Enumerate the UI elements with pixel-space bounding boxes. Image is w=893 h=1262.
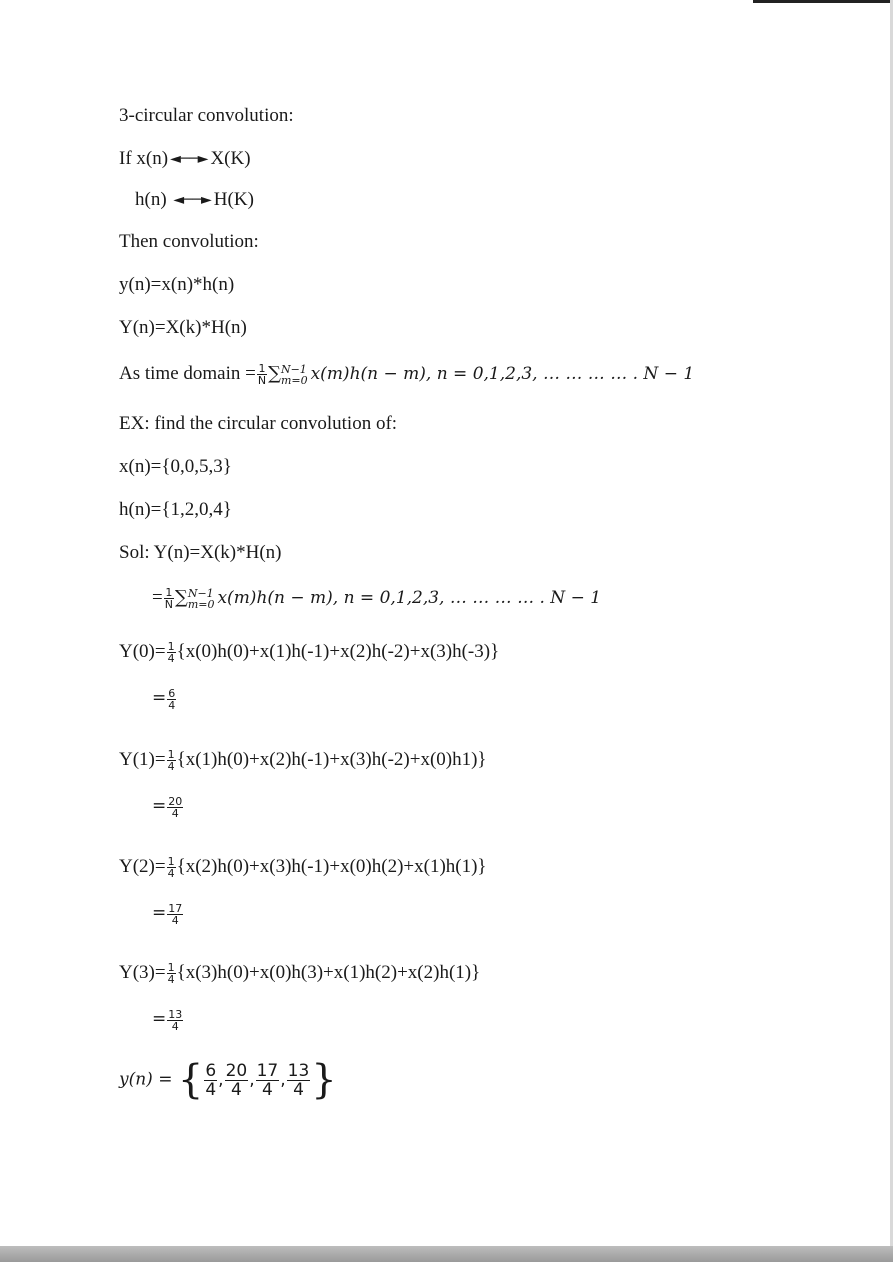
term-expr: {x(0)h(0)+x(1)h(-1)+x(2)h(-2)+x(3)h(-3)}: [176, 641, 500, 662]
transform-pair-x: [119, 147, 251, 171]
result-frac-2: $\frac{17}{4}$: [256, 1060, 279, 1100]
term-Y2: [119, 855, 487, 879]
sol-prefix: =: [152, 587, 163, 608]
time-domain-prefix: As time domain =: [119, 363, 256, 384]
double-arrow-icon: ◄──►: [170, 151, 209, 167]
result-Y2: = $\frac{17}{4}$: [152, 902, 183, 927]
scan-edge-top: [753, 0, 893, 3]
term-Y0: [119, 640, 499, 664]
result-Y3: = $\frac{13}{4}$: [152, 1008, 183, 1033]
term-expr: {x(3)h(0)+x(0)h(3)+x(1)h(2)+x(2)h(1)}: [176, 962, 481, 983]
term-expr: {x(1)h(0)+x(2)h(-1)+x(3)h(-2)+x(0)h1)}: [176, 749, 487, 770]
result-fraction: $\frac{17}{4}$: [168, 902, 183, 927]
result-lhs: y(n) =: [119, 1069, 178, 1090]
open-brace: {: [177, 1057, 204, 1103]
example-text: EX: find the circular convolution of:: [119, 413, 398, 434]
sum-limits: N−1 m=0: [187, 586, 215, 611]
result-fraction: $\frac{20}{4}$: [168, 795, 183, 820]
result-Y0: = $\frac{6}{4}$: [152, 687, 176, 712]
sigma-icon: ∑: [174, 587, 188, 608]
pair-x-right: X(K): [210, 148, 251, 169]
result-frac-0: $\frac{6}{4}$: [205, 1060, 217, 1100]
term-lhs: Y(1)=: [119, 749, 166, 770]
one-quarter: $\frac{1}{4}$: [167, 961, 175, 987]
one-quarter: $\frac{1}{4}$: [167, 748, 175, 774]
one-quarter: $\frac{1}{4}$: [167, 640, 175, 666]
final-result: y(n) = { $\frac{6}{4}$ , $\frac{20}{4}$ , $\frac{17}{4}$ , $\frac{13}{4}$ }: [119, 1057, 337, 1103]
term-lhs: Y(3)=: [119, 962, 166, 983]
term-expr: {x(2)h(0)+x(3)h(-1)+x(0)h(2)+x(1)h(1)}: [176, 856, 487, 877]
time-domain-body: x(m)h(n − m), n = 0,1,2,3, … … … … . N − 1: [310, 364, 695, 384]
sol-body: x(m)h(n − m), n = 0,1,2,3, … … … … . N − 1: [217, 588, 602, 608]
close-brace: }: [311, 1057, 337, 1103]
solution-line: Sol: Y(n)=X(k)*H(n): [119, 542, 282, 563]
then-text: Then convolution:: [119, 231, 259, 252]
pair-x-left: If x(n): [119, 148, 169, 169]
Y-definition: Y(n)=X(k)*H(n): [119, 317, 247, 338]
one-over-N: $\frac{1}{N}$: [257, 362, 267, 388]
result-Y1: = $\frac{20}{4}$: [152, 795, 183, 820]
double-arrow-icon: ◄──►: [173, 192, 212, 208]
pair-h-right: H(K): [213, 189, 254, 210]
term-lhs: Y(0)=: [119, 641, 166, 662]
scan-edge-bottom: [0, 1246, 893, 1262]
result-fraction: $\frac{6}{4}$: [168, 687, 176, 712]
y-definition: y(n)=x(n)*h(n): [119, 274, 235, 295]
transform-pair-h: [135, 188, 254, 212]
sum-limits: N−1 m=0: [280, 362, 308, 387]
result-frac-3: $\frac{13}{4}$: [287, 1060, 310, 1100]
term-lhs: Y(2)=: [119, 856, 166, 877]
h-values: h(n)={1,2,0,4}: [119, 499, 232, 520]
result-frac-1: $\frac{20}{4}$: [225, 1060, 248, 1100]
one-over-N: $\frac{1}{N}$: [164, 586, 173, 612]
solution-formula: [152, 586, 601, 610]
time-domain-formula: [119, 362, 694, 386]
term-Y1: [119, 748, 487, 772]
sigma-icon: ∑: [268, 363, 281, 384]
x-values: x(n)={0,0,5,3}: [119, 456, 232, 477]
section-heading: 3-circular convolution:: [119, 105, 294, 126]
pair-h-left: h(n): [135, 189, 172, 210]
result-fraction: $\frac{13}{4}$: [168, 1008, 183, 1033]
term-Y3: [119, 961, 480, 985]
one-quarter: $\frac{1}{4}$: [167, 855, 175, 881]
